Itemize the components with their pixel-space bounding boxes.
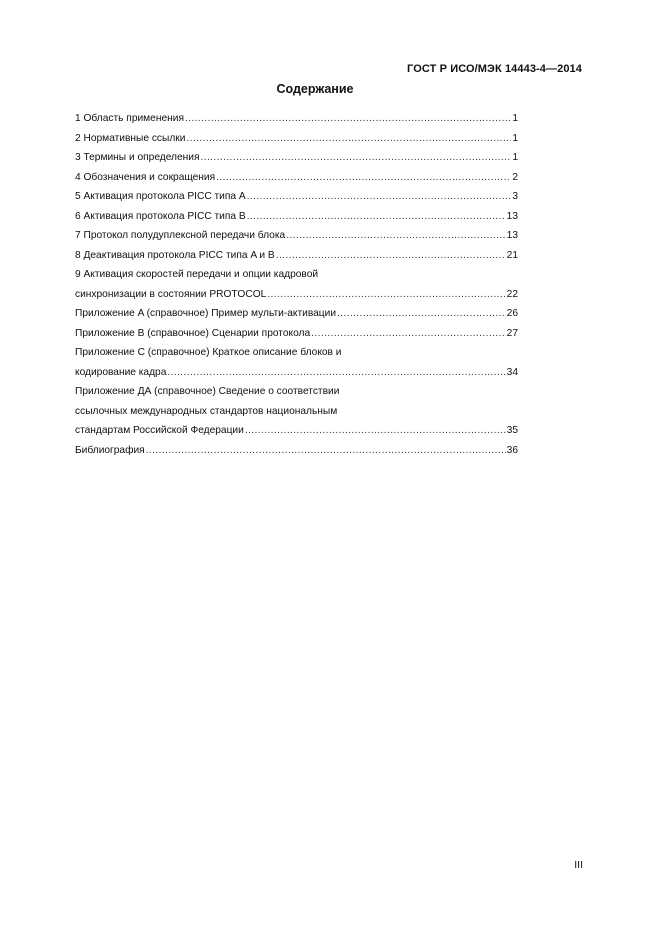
toc-entry-text: 5 Активация протокола PICC типа A (75, 191, 246, 202)
toc-entry-page: 1 (512, 113, 518, 124)
toc-entry-text: Приложение A (справочное) Пример мульти-активации (75, 308, 337, 319)
toc-entry-text: 1 Область применения (75, 113, 184, 124)
toc-entry-text: Приложение B (справочное) Сценарии протокола (75, 327, 311, 339)
toc-entry-page: 2 (512, 171, 518, 183)
toc-entry-text: кодирование кадра (75, 366, 167, 378)
toc-dot-leader (146, 445, 506, 456)
toc-dot-leader (186, 133, 511, 144)
toc-entry-page: 34 (506, 366, 518, 378)
toc-entry[interactable] (75, 211, 518, 231)
toc-entry-page: 13 (506, 230, 518, 241)
toc-entry-page: 1 (512, 132, 518, 144)
standard-code: ГОСТ Р ИСО/МЭК 14443-4—2014 (407, 63, 582, 75)
toc-entry-page: 13 (506, 210, 518, 222)
toc-entry-text: Библиография (75, 444, 145, 456)
toc-dot-leader (216, 172, 511, 183)
page-number: III (574, 859, 583, 871)
toc-entry-text: 2 Нормативные ссылки (75, 132, 186, 144)
toc-entry-text: Приложение ДА (справочное) Сведение о соответствии (75, 386, 340, 397)
toc-entry-text: стандартам Российской Федерации (75, 425, 244, 436)
toc-entry-line (75, 347, 518, 367)
toc-dot-leader (267, 289, 505, 300)
toc-entry-text: Приложение C (справочное) Краткое описание блоков и (75, 347, 342, 358)
toc-dot-leader (167, 367, 505, 378)
toc-entry-text: 9 Активация скоростей передачи и опции кадровой (75, 269, 319, 280)
toc-entry-text: 8 Деактивация протокола PICC типа A и B (75, 249, 275, 261)
toc-entry[interactable] (75, 172, 518, 192)
toc-entry[interactable] (75, 308, 518, 328)
toc-entry-page: 3 (512, 191, 518, 202)
toc-entry-page: 36 (506, 444, 518, 456)
toc-dot-leader (311, 328, 506, 339)
toc-entry[interactable] (75, 113, 518, 133)
toc-entry-page: 21 (506, 249, 518, 261)
toc-entry-text: 3 Термины и определения (75, 152, 200, 163)
table-of-contents (75, 113, 518, 464)
toc-entry[interactable] (75, 133, 518, 153)
toc-dot-leader (185, 113, 511, 124)
toc-entry-line (75, 386, 518, 406)
toc-entry-line (75, 269, 518, 289)
toc-entry[interactable] (75, 152, 518, 172)
toc-entry[interactable] (75, 328, 518, 348)
toc-entry-page: 35 (506, 425, 518, 436)
toc-dot-leader (245, 425, 506, 436)
toc-entry[interactable] (75, 250, 518, 270)
toc-dot-leader (247, 211, 506, 222)
toc-entry-text: 4 Обозначения и сокращения (75, 171, 216, 183)
toc-dot-leader (247, 191, 512, 202)
toc-dot-leader (276, 250, 506, 261)
toc-entry[interactable] (75, 191, 518, 211)
toc-entry-page: 26 (506, 308, 518, 319)
toc-entry-page: 27 (506, 327, 518, 339)
toc-entry[interactable] (75, 289, 518, 309)
toc-entry-text: синхронизации в состоянии PROTOCOL (75, 288, 267, 300)
toc-entry[interactable] (75, 230, 518, 250)
toc-dot-leader (286, 230, 505, 241)
toc-entry[interactable] (75, 367, 518, 387)
toc-dot-leader (200, 152, 511, 163)
toc-title: Содержание (276, 82, 354, 96)
toc-entry-text: ссылочных международных стандартов национальным (75, 405, 338, 417)
toc-entry[interactable] (75, 425, 518, 445)
toc-entry-text: 7 Протокол полудуплексной передачи блока (75, 230, 286, 241)
toc-entry[interactable] (75, 445, 518, 465)
toc-entry-text: 6 Активация протокола PICC типа B (75, 210, 246, 222)
toc-dot-leader (337, 308, 506, 319)
toc-entry-line (75, 406, 518, 426)
toc-entry-page: 1 (512, 152, 518, 163)
toc-entry-page: 22 (506, 288, 518, 300)
